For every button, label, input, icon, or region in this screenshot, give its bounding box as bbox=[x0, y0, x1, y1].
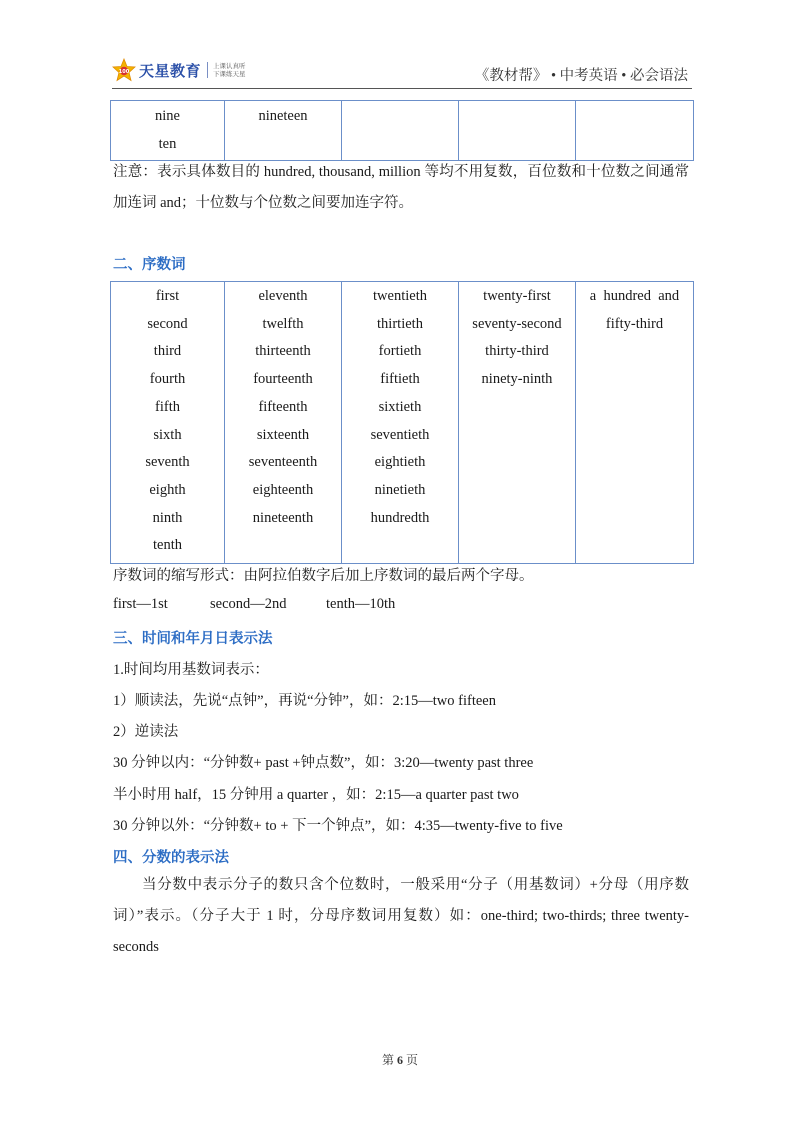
table-cell bbox=[576, 101, 694, 161]
cell-word: ninetieth bbox=[374, 481, 426, 498]
cell-word: eleventh bbox=[258, 288, 308, 304]
cell-word: twenty-first bbox=[483, 288, 551, 304]
cell-word: third bbox=[153, 343, 182, 360]
table-cell bbox=[225, 101, 342, 161]
cell-word: fortieth bbox=[378, 343, 422, 360]
table-cell bbox=[576, 282, 694, 564]
section-line: 30 分钟以内：“分钟数+ past +钟点数”，如：3:20—twenty past three bbox=[113, 755, 534, 771]
cell-word: fifteenth bbox=[258, 398, 308, 415]
page-number-prefix: 第 bbox=[381, 1053, 394, 1067]
table-cell bbox=[459, 282, 576, 564]
page-footer bbox=[0, 1051, 800, 1068]
star-logo-icon bbox=[112, 58, 136, 82]
cell-word: ten bbox=[158, 135, 177, 152]
page-header bbox=[112, 56, 692, 89]
cell-word: second bbox=[147, 315, 188, 332]
tagline-line: 上课认真听 bbox=[213, 62, 246, 70]
page-number-suffix: 页 bbox=[406, 1053, 419, 1067]
page-number: 6 bbox=[397, 1053, 403, 1067]
table-row bbox=[111, 282, 694, 564]
cell-word: seventeenth bbox=[248, 454, 318, 471]
abbreviation-example: tenth—10th bbox=[326, 596, 396, 612]
section-line: 1.时间均用基数词表示： bbox=[113, 662, 269, 678]
cell-word: eightieth bbox=[374, 454, 426, 471]
table-cell bbox=[342, 101, 459, 161]
cell-word: fifth bbox=[155, 398, 180, 415]
tagline-line: 下课练天星 bbox=[213, 70, 246, 78]
abbreviation-example: first—1st bbox=[113, 596, 168, 612]
cell-word: tenth bbox=[153, 537, 182, 554]
cell-word: thirtieth bbox=[377, 315, 423, 332]
brand-name: 天星教育 bbox=[139, 61, 202, 80]
note-paragraph: 注意：表示具体数目的 hundred, thousand, million 等均不用复数，百位数和十位数之间通常加连词 and；十位数与个位数之间要加连字符。 bbox=[113, 164, 689, 211]
cell-word: sixteenth bbox=[256, 426, 310, 443]
section-heading: 三、时间和年月日表示法 bbox=[113, 631, 273, 647]
cell-word: nine bbox=[155, 108, 180, 124]
cell-word: nineteen bbox=[258, 108, 308, 124]
cell-word: nineteenth bbox=[252, 509, 314, 526]
section-line: 2）逆读法 bbox=[113, 724, 179, 740]
cell-word: ninety-ninth bbox=[481, 371, 553, 388]
table-cell bbox=[342, 282, 459, 564]
cell-word: thirteenth bbox=[255, 343, 311, 360]
cell-word: sixth bbox=[153, 426, 182, 443]
fraction-paragraph: 当分数中表示分子的数只含个位数时，一般采用“分子（用基数词）+分母（用序数词）”表示。（分子大于 1 时，分母序数词用复数）如：one-third; two-thirds; three twenty-seconds bbox=[113, 877, 689, 955]
cell-word: seventieth bbox=[370, 426, 430, 443]
table-cell bbox=[225, 282, 342, 564]
cell-word: fiftieth bbox=[380, 371, 420, 388]
cell-word: ninth bbox=[152, 509, 183, 526]
abbreviation-example: second—2nd bbox=[210, 596, 287, 612]
cell-word: sixtieth bbox=[378, 398, 422, 415]
table-cell bbox=[459, 101, 576, 161]
cell-word: thirty-third bbox=[485, 343, 549, 360]
cell-word: fourteenth bbox=[253, 371, 313, 388]
section-line: 1）顺读法，先说“点钟”，再说“分钟”，如：2:15—two fifteen bbox=[113, 693, 496, 709]
table-cell bbox=[111, 101, 225, 161]
cardinal-number-table bbox=[110, 100, 694, 161]
cell-word: seventh bbox=[145, 454, 190, 471]
abbreviation-note: 序数词的缩写形式：由阿拉伯数字后加上序数词的最后两个字母。 bbox=[113, 568, 534, 584]
cell-word: a hundred and bbox=[589, 288, 680, 304]
section-line: 30 分钟以外：“分钟数+ to + 下一个钟点”，如：4:35—twenty-five to five bbox=[113, 818, 563, 834]
cell-word: first bbox=[155, 288, 180, 304]
brand-tagline bbox=[207, 62, 246, 78]
table-cell bbox=[111, 282, 225, 564]
brand-logo bbox=[112, 58, 246, 82]
cell-word: seventy-second bbox=[472, 315, 562, 332]
abbreviation-examples bbox=[113, 596, 395, 613]
table-row bbox=[111, 101, 694, 161]
ordinal-number-table bbox=[110, 281, 694, 564]
section-heading: 二、序数词 bbox=[113, 257, 186, 273]
cell-word: hundredth bbox=[370, 509, 430, 526]
cell-word: fourth bbox=[149, 371, 186, 388]
svg-text:100: 100 bbox=[118, 69, 130, 75]
cell-word: fifty-third bbox=[605, 315, 664, 332]
cell-word: twelfth bbox=[262, 315, 304, 332]
cell-word: eighth bbox=[149, 481, 186, 498]
section-line: 半小时用 half，15 分钟用 a quarter ，如：2:15—a quarter past two bbox=[113, 787, 519, 803]
cell-word: twentieth bbox=[373, 288, 427, 304]
cell-word: eighteenth bbox=[252, 481, 314, 498]
section-heading: 四、分数的表示法 bbox=[113, 850, 229, 866]
book-title: 《教材帮》 • 中考英语 • 必会语法 bbox=[474, 68, 688, 84]
